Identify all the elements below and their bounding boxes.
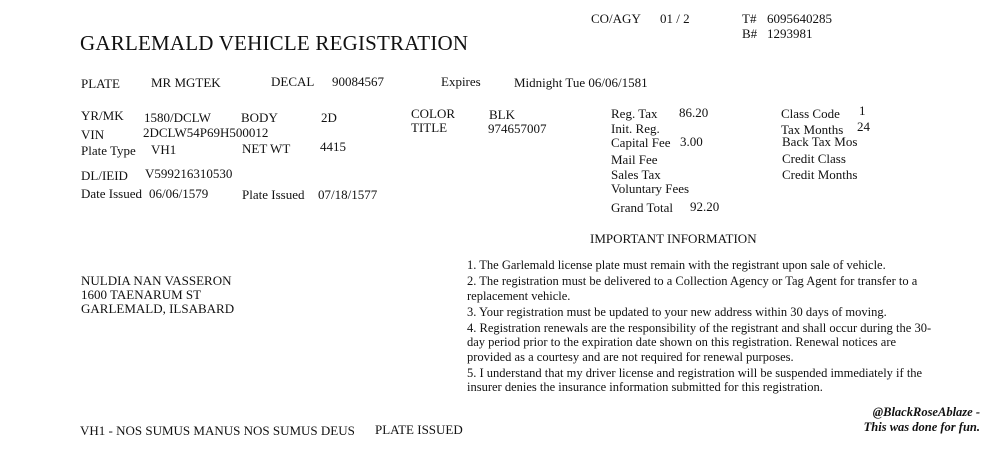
important-item-1: 1. The Garlemald license plate must remain with the registrant upon sale of vehicle. — [467, 258, 886, 272]
b-number-label: B# — [742, 26, 758, 41]
t-number-label: T# — [742, 11, 757, 26]
page-title: GARLEMALD VEHICLE REGISTRATION — [80, 31, 469, 55]
grand-total-value: 92.20 — [690, 199, 720, 214]
net-wt-label: NET WT — [242, 141, 291, 156]
plate-type-label: Plate Type — [81, 143, 136, 158]
class-code-value: 1 — [859, 103, 866, 118]
class-code-label: Class Code — [781, 106, 840, 121]
body-value: 2D — [321, 110, 337, 125]
capital-fee-label: Capital Fee — [611, 135, 671, 150]
vin-value: 2DCLW54P69H500012 — [143, 125, 269, 140]
important-item-3: 3. Your registration must be updated to your new address within 30 days of moving. — [467, 304, 887, 319]
mail-fee-label: Mail Fee — [611, 152, 658, 167]
plate-value: MR MGTEK — [151, 75, 221, 90]
capital-fee-value: 3.00 — [680, 134, 703, 149]
back-tax-mos-label: Back Tax Mos — [782, 134, 858, 149]
important-item-5: 5. I understand that my driver license and registration will be suspended immediately if the insurer denies the insurance information submitted for this registration. — [467, 365, 923, 394]
important-info-list — [467, 258, 937, 396]
expires-label: Expires — [441, 74, 481, 89]
title-value: 974657007 — [488, 121, 547, 136]
important-info-heading: IMPORTANT INFORMATION — [590, 231, 757, 246]
reg-tax-value: 86.20 — [679, 105, 709, 120]
b-number-value: 1293981 — [767, 26, 813, 41]
decal-label: DECAL — [271, 74, 315, 89]
owner-city: GARLEMALD, ILSABARD — [81, 301, 235, 316]
body-label: BODY — [241, 110, 278, 125]
plate-issued-label: Plate Issued — [242, 187, 305, 202]
color-label: COLOR — [411, 106, 456, 121]
plate-label: PLATE — [81, 76, 120, 91]
plate-motto: VH1 - NOS SUMUS MANUS NOS SUMUS DEUS — [80, 423, 355, 438]
net-wt-value: 4415 — [320, 139, 346, 154]
plate-issued-footer: PLATE ISSUED — [375, 422, 463, 437]
plate-type-value: VH1 — [151, 142, 177, 157]
expires-value: Midnight Tue 06/06/1581 — [514, 75, 648, 90]
author-credit — [864, 405, 980, 435]
plate-issued-value: 07/18/1577 — [318, 187, 378, 202]
decal-value: 90084567 — [332, 74, 384, 89]
important-item-4: 4. Registration renewals are the responsibility of the registrant and shall occur during the 30-day period prior to the expiration date shown on this registration. Renewal notices are provided as a courtesy and are not required for renewal purposes. — [467, 320, 932, 364]
sales-tax-label: Sales Tax — [611, 167, 661, 182]
yrmk-label: YR/MK — [81, 108, 124, 123]
date-issued-label: Date Issued — [81, 186, 143, 201]
credit-months-label: Credit Months — [782, 167, 858, 182]
tax-months-label: Tax Months — [781, 122, 844, 137]
title-label: TITLE — [411, 120, 448, 135]
t-number-value: 6095640285 — [767, 11, 832, 26]
owner-street: 1600 TAENARUM ST — [81, 287, 202, 302]
yrmk-value: 1580/DCLW — [144, 110, 211, 125]
grand-total-label: Grand Total — [611, 200, 674, 215]
date-issued-value: 06/06/1579 — [149, 186, 209, 201]
dl-ieid-value: V599216310530 — [145, 166, 233, 181]
co-agy-label: CO/AGY — [591, 11, 641, 26]
co-agy-value: 01 / 2 — [660, 11, 690, 26]
vin-label: VIN — [81, 127, 105, 142]
credit-class-label: Credit Class — [782, 151, 846, 166]
init-reg-label: Init. Reg. — [611, 121, 660, 136]
credit-line-1: @BlackRoseAblaze - — [872, 405, 980, 419]
tax-months-value: 24 — [857, 119, 870, 134]
voluntary-fees-label: Voluntary Fees — [611, 181, 690, 196]
color-value: BLK — [489, 107, 515, 122]
important-item-2: 2. The registration must be delivered to a Collection Agency or Tag Agent for transfer to a replacement vehicle. — [467, 274, 918, 303]
reg-tax-label: Reg. Tax — [611, 106, 658, 121]
owner-name: NULDIA NAN VASSERON — [81, 273, 232, 288]
dl-ieid-label: DL/IEID — [81, 168, 128, 183]
credit-line-2: This was done for fun. — [863, 420, 980, 434]
